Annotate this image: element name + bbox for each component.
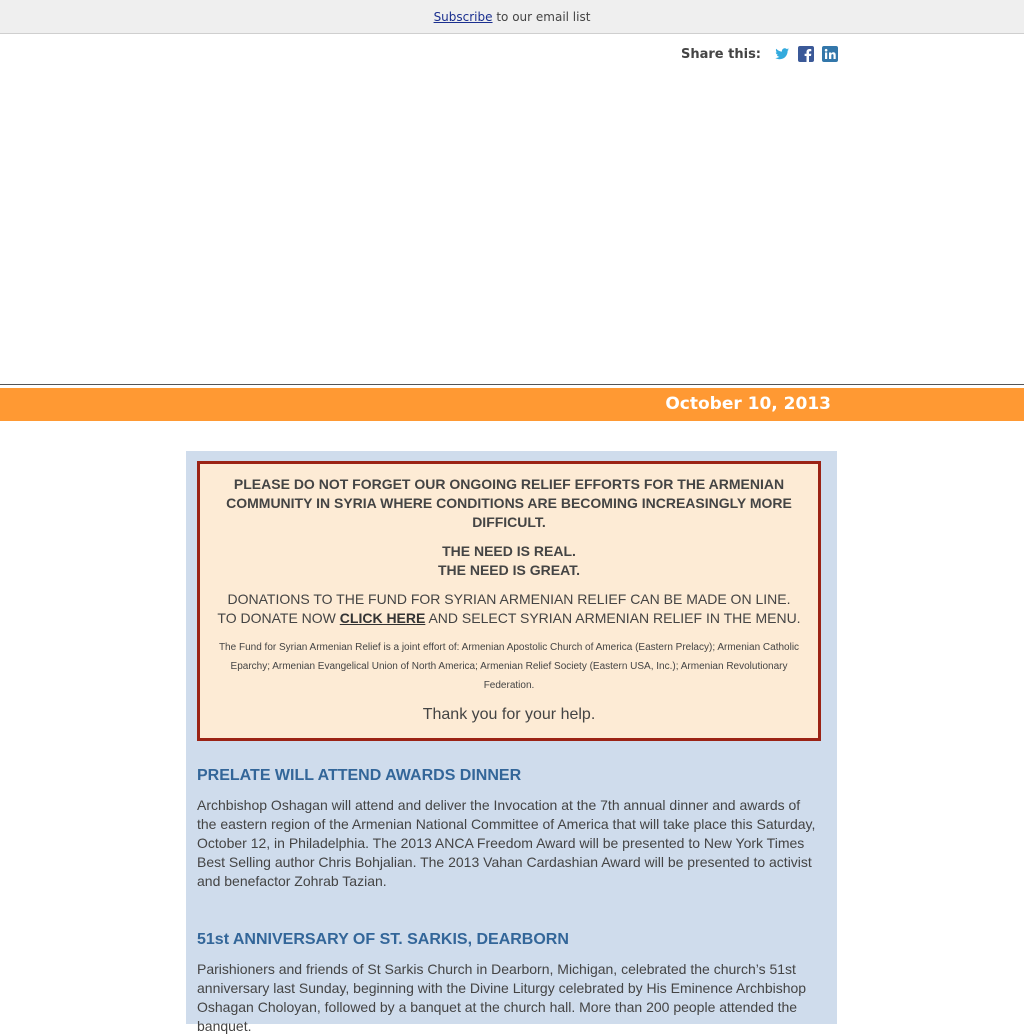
subscribe-bar xyxy=(0,0,1024,34)
donate-prefix: TO DONATE NOW xyxy=(217,610,340,626)
share-label: Share this: xyxy=(681,46,762,62)
joint-effort-text: The Fund for Syrian Armenian Relief is a joint effort of: Armenian Apostolic Church of America (Eastern Prelacy); Armenian Catholic Eparchy; Armenian Evangelical Union of North America; Armenian Relief Society (Eastern USA, Inc.); Armenian Revolutionary Federation. xyxy=(218,642,800,691)
donate-line xyxy=(200,609,818,628)
article-body: Parishioners and friends of St Sarkis Church in Dearborn, Michigan, celebrated the church’s 51st anniversary last Sunday, beginning with the Divine Liturgy celebrated by His Eminence Archbishop Oshagan Choloyan, followed by a banquet at the church hall. More than 200 people attended the banquet. xyxy=(197,961,807,1034)
twitter-icon[interactable] xyxy=(774,46,790,62)
article-title[interactable]: PRELATE WILL ATTEND AWARDS DINNER xyxy=(197,767,522,784)
share-bar xyxy=(681,44,846,64)
subscribe-link[interactable]: Subscribe xyxy=(433,10,493,24)
article-prelate-awards xyxy=(197,766,821,891)
donations-text: DONATIONS TO THE FUND FOR SYRIAN ARMENIAN RELIEF CAN BE MADE ON LINE. xyxy=(227,591,791,607)
newsletter-content xyxy=(186,451,837,1034)
article-st-sarkis xyxy=(197,930,821,1036)
issue-date: October 10, 2013 xyxy=(665,394,831,414)
header-divider xyxy=(0,384,1024,385)
subscribe-text: to our email list xyxy=(492,10,591,24)
article-body: Archbishop Oshagan will attend and deliver the Invocation at the 7th annual dinner and awards of the eastern region of the Armenian National Committee of America that will take place this Saturday, October 12, in Philadelphia. The 2013 ANCA Freedom Award will be presented to New York Times Best Selling author Chris Bohjalian. The 2013 Vahan Cardashian Award will be presented to activist and benefactor Zohrab Tazian. xyxy=(197,797,816,889)
relief-notice-box xyxy=(197,461,821,741)
donate-suffix: AND SELECT SYRIAN ARMENIAN RELIEF IN THE MENU. xyxy=(425,610,801,626)
need-great-text: THE NEED IS GREAT. xyxy=(437,562,581,578)
article-title[interactable]: 51st ANNIVERSARY OF ST. SARKIS, DEARBORN xyxy=(197,931,569,948)
click-here-link[interactable]: CLICK HERE xyxy=(339,610,426,626)
relief-heading: PLEASE DO NOT FORGET OUR ONGOING RELIEF EFFORTS FOR THE ARMENIAN COMMUNITY IN SYRIA WHERE CONDITIONS ARE BECOMING INCREASINGLY MORE DIFFICULT. xyxy=(226,476,792,530)
need-real-text: THE NEED IS REAL. xyxy=(442,543,576,559)
linkedin-icon[interactable] xyxy=(822,46,838,62)
date-bar xyxy=(0,388,1024,421)
thanks-text: Thank you for your help. xyxy=(422,706,596,723)
facebook-icon[interactable] xyxy=(798,46,814,62)
